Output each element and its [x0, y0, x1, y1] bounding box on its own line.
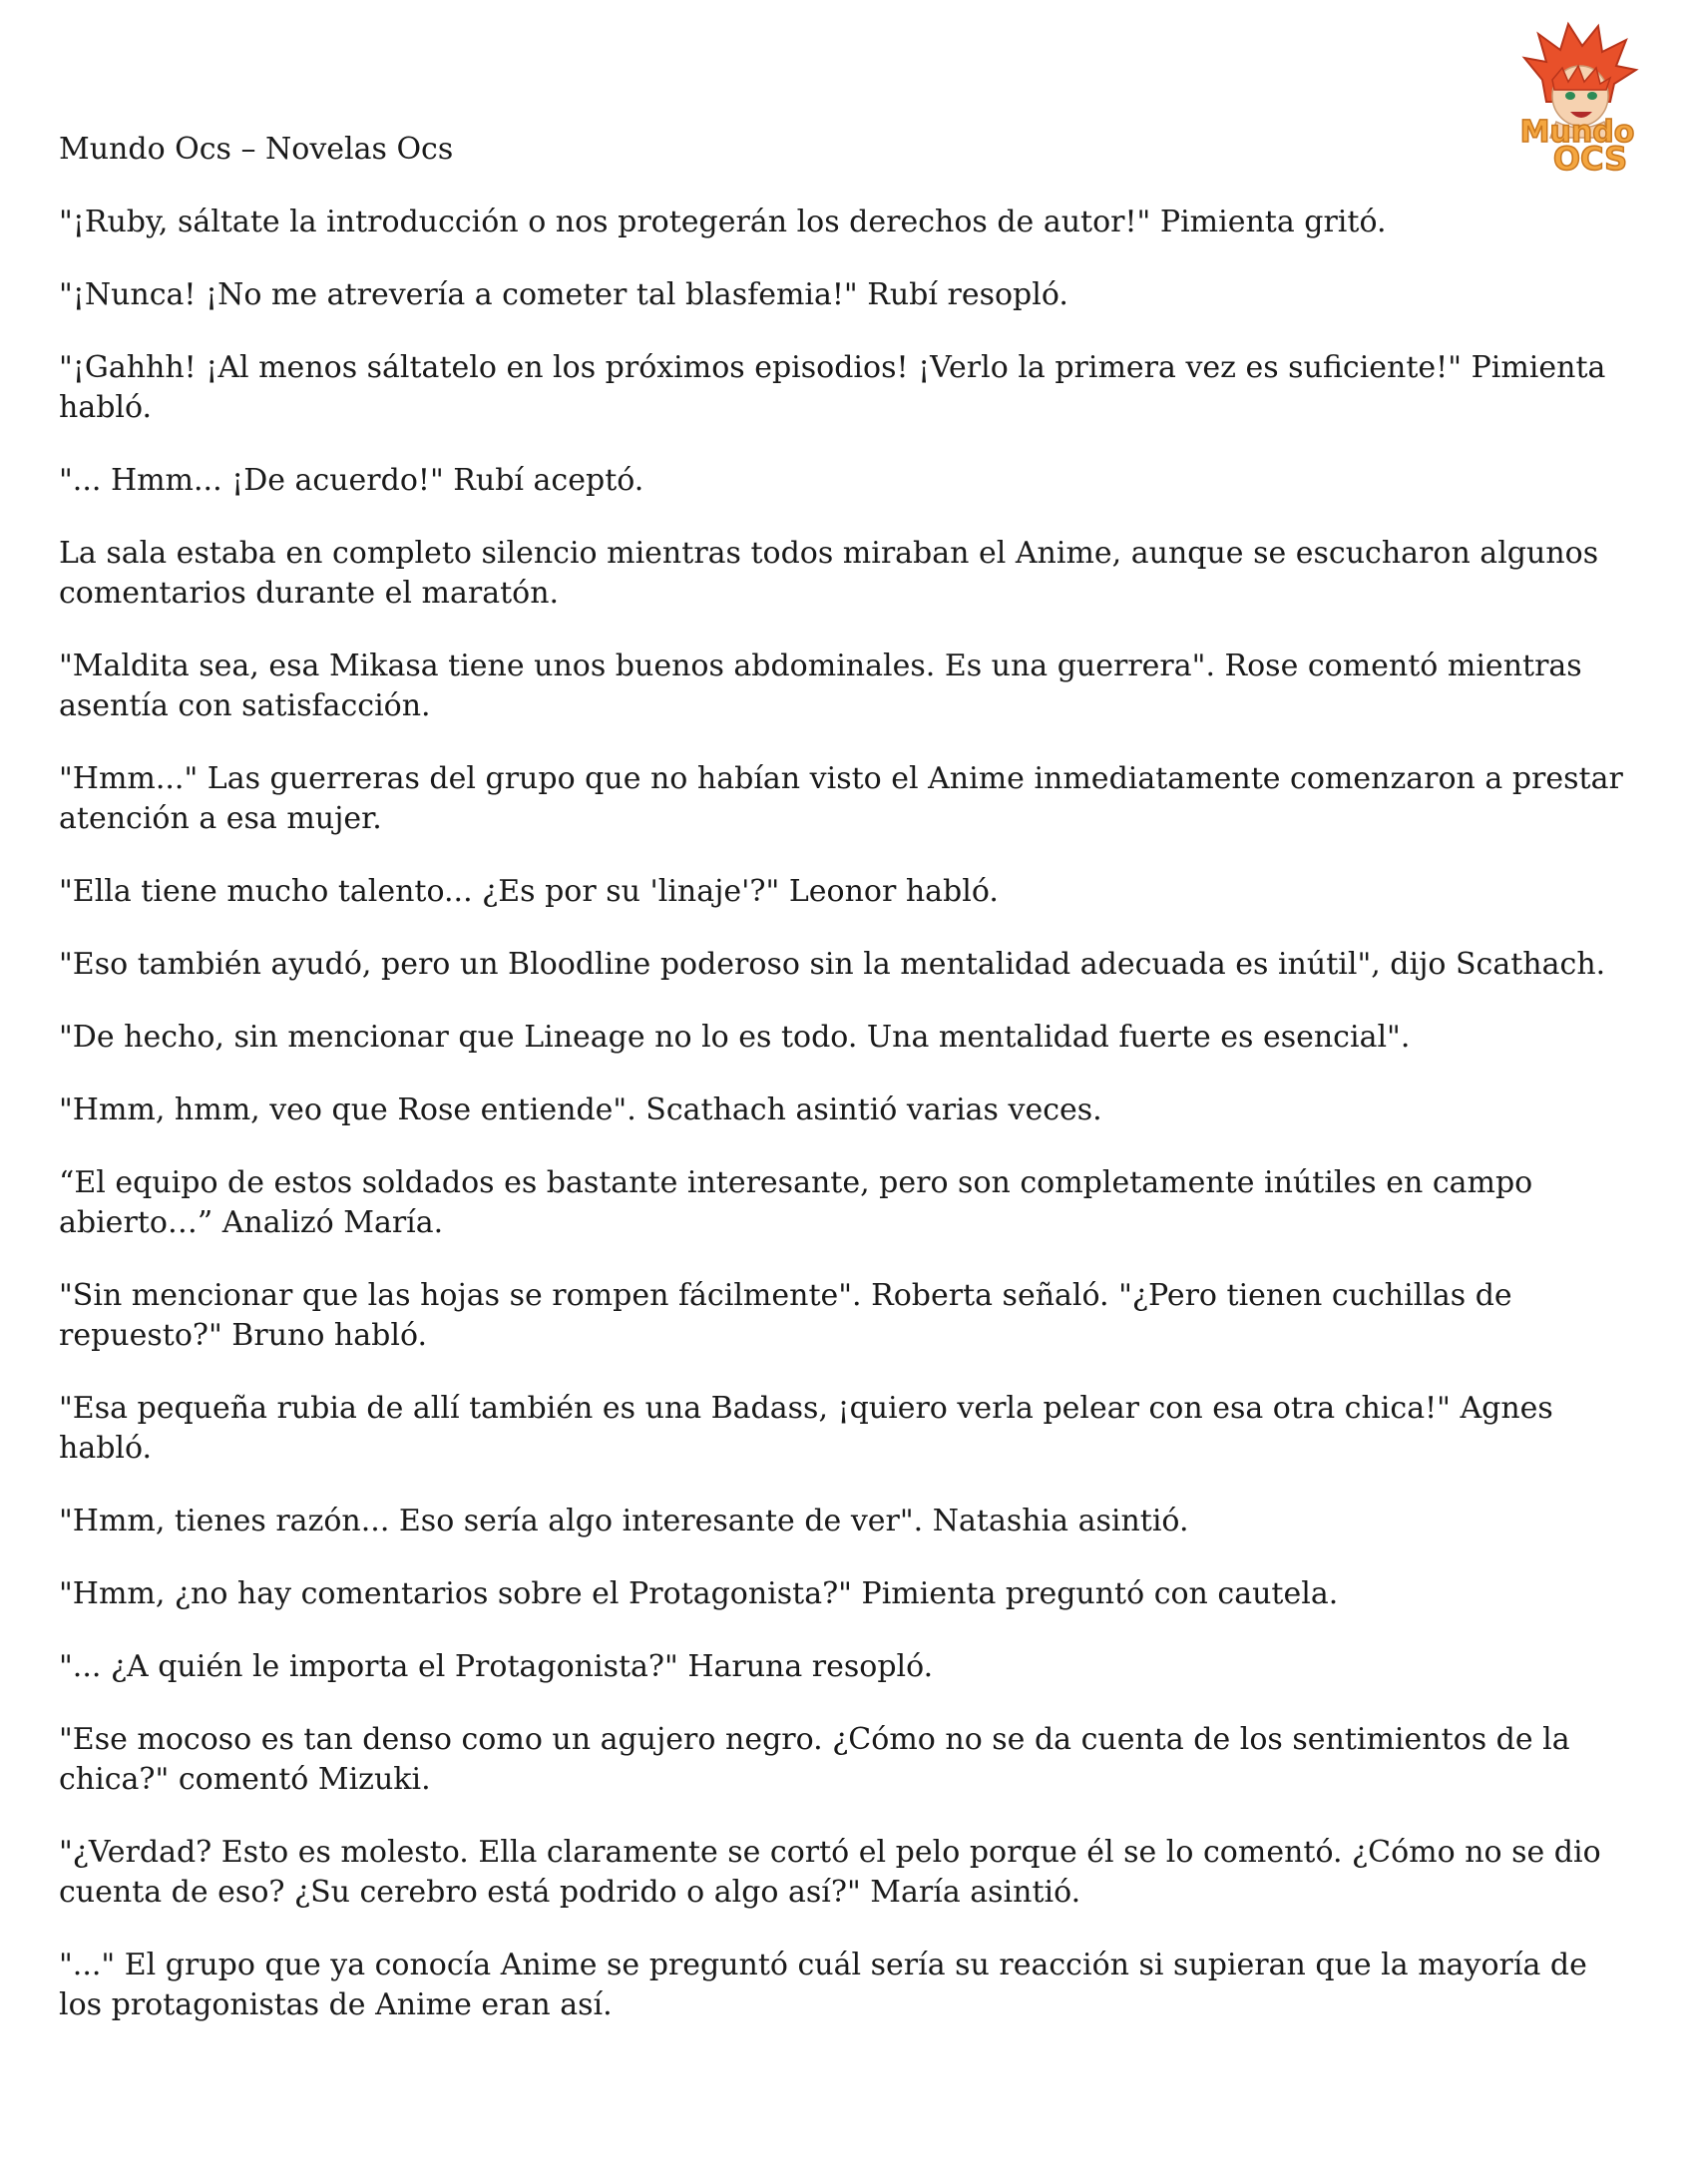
- mundo-ocs-logo-icon: [1502, 18, 1652, 176]
- mundo-ocs-logo: [1502, 18, 1652, 176]
- paragraph: "... Hmm... ¡De acuerdo!" Rubí aceptó.: [59, 463, 644, 498]
- paragraph: "Hmm, ¿no hay comentarios sobre el Protagonista?" Pimienta preguntó con cautela.: [59, 1576, 1339, 1611]
- paragraph: "¿Verdad? Esto es molesto. Ella claramente se cortó el pelo porque él se lo comentó. ¿Cómo no se dio cuenta de eso? ¿Su cerebro está podrido o algo así?" María asintió.: [59, 1835, 1601, 1910]
- paragraph: "... ¿A quién le importa el Protagonista?" Haruna resopló.: [59, 1649, 934, 1684]
- paragraph: "..." El grupo que ya conocía Anime se preguntó cuál sería su reacción si supieran que la mayoría de los protagonistas de Anime eran así.: [59, 1948, 1587, 2022]
- paragraph: "Esa pequeña rubia de allí también es una Badass, ¡quiero verla pelear con esa otra chica!" Agnes habló.: [59, 1391, 1553, 1466]
- paragraph: "Sin mencionar que las hojas se rompen fácilmente". Roberta señaló. "¿Pero tienen cuchillas de repuesto?" Bruno habló.: [59, 1278, 1512, 1353]
- logo-eye-right: [1587, 92, 1597, 100]
- paragraph: "Hmm..." Las guerreras del grupo que no habían visto el Anime inmediatamente comenzaron a prestar atención a esa mujer.: [59, 761, 1623, 836]
- logo-text-ocs: OCS: [1552, 140, 1628, 176]
- paragraph: La sala estaba en completo silencio mientras todos miraban el Anime, aunque se escucharon algunos comentarios durante el maratón.: [59, 536, 1599, 611]
- paragraph: "Eso también ayudó, pero un Bloodline poderoso sin la mentalidad adecuada es inútil", dijo Scathach.: [59, 947, 1606, 982]
- paragraph: "¡Ruby, sáltate la introducción o nos protegerán los derechos de autor!" Pimienta gritó.: [59, 205, 1387, 239]
- paragraph: "Ella tiene mucho talento... ¿Es por su 'linaje'?" Leonor habló.: [59, 874, 999, 909]
- paragraph: “El equipo de estos soldados es bastante interesante, pero son completamente inútiles en campo abierto…” Analizó María.: [59, 1165, 1533, 1240]
- paragraph: "Ese mocoso es tan denso como un agujero negro. ¿Cómo no se da cuenta de los sentimientos de la chica?" comentó Mizuki.: [59, 1722, 1570, 1797]
- paragraph: "De hecho, sin mencionar que Lineage no lo es todo. Una mentalidad fuerte es esencial".: [59, 1020, 1411, 1055]
- page-header-title: Mundo Ocs – Novelas Ocs: [59, 132, 454, 167]
- paragraph: "Hmm, hmm, veo que Rose entiende". Scathach asintió varias veces.: [59, 1092, 1102, 1127]
- paragraph: "¡Nunca! ¡No me atrevería a cometer tal blasfemia!" Rubí resopló.: [59, 277, 1068, 312]
- logo-eye-left: [1565, 92, 1575, 100]
- paragraph: "Hmm, tienes razón... Eso sería algo interesante de ver". Natashia asintió.: [59, 1504, 1189, 1538]
- paragraph: "¡Gahhh! ¡Al menos sáltatelo en los próximos episodios! ¡Verlo la primera vez es suficiente!" Pimienta habló.: [59, 350, 1606, 425]
- paragraph: "Maldita sea, esa Mikasa tiene unos buenos abdominales. Es una guerrera". Rose comentó mientras asentía con satisfacción.: [59, 649, 1582, 723]
- logo-text-mundo: Mundo: [1519, 115, 1635, 150]
- document-body: [59, 203, 1630, 2058]
